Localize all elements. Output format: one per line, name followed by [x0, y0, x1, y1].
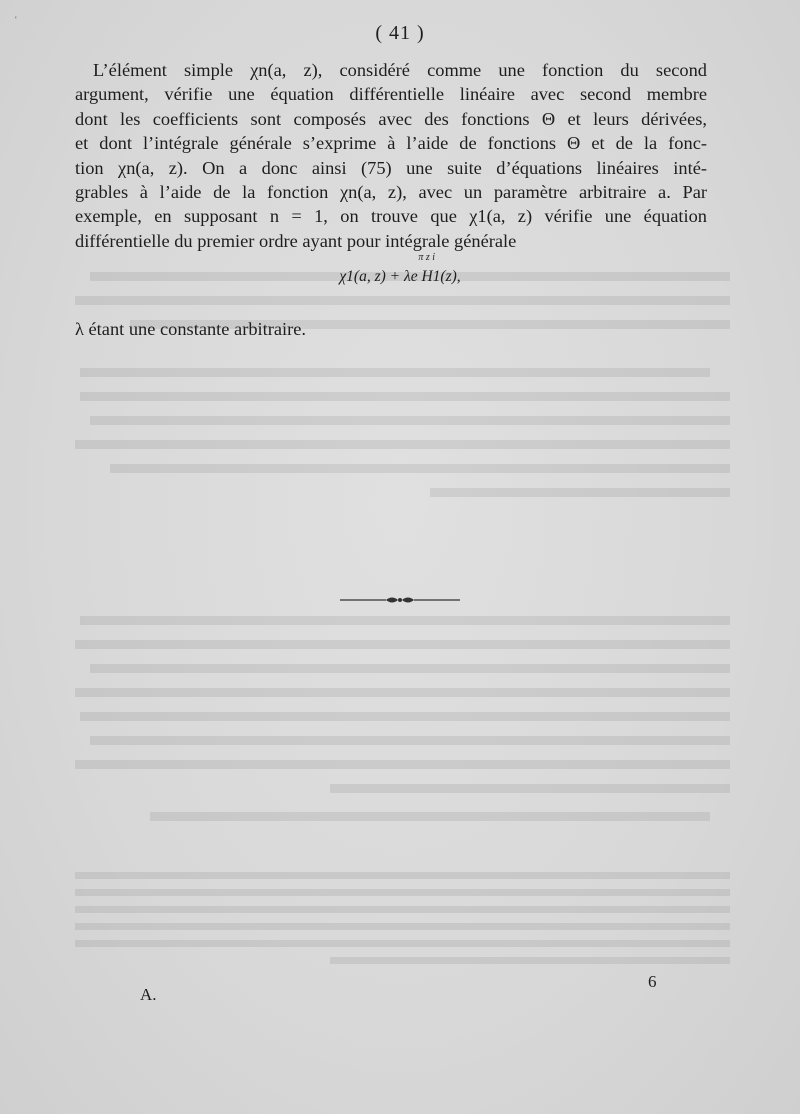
corner-mark: ʻ	[14, 14, 18, 26]
paragraph-line: argument, vérifie une équation différentielle linéaire avec second membre	[75, 84, 707, 105]
equation	[0, 252, 800, 286]
exponent-numerator: π z i	[418, 252, 436, 263]
closing-sentence: λ étant une constante arbitraire.	[75, 319, 307, 339]
page-number: ( 41 )	[375, 22, 425, 44]
exponential-base: e	[410, 268, 418, 285]
equation-right: H1(z),	[417, 268, 461, 285]
bleed-through-footnote-texture	[70, 868, 730, 972]
signature-mark: A.	[140, 985, 157, 1004]
paragraph-line: et dont l’intégrale générale s’exprime à l’aide de fonctions Θ et de la fonc-	[75, 133, 707, 154]
paragraph-line: différentielle du premier ordre ayant pour intégrale générale	[75, 230, 517, 251]
paragraph-line: L’élément simple χn(a, z), considéré comme une fonction du second	[93, 60, 707, 80]
exponent	[407, 252, 447, 263]
bleed-through-texture	[70, 268, 730, 525]
exponential-term	[410, 252, 436, 286]
paragraph-line: dont les coefficients sont composés avec des fonctions Θ et leurs dérivées,	[75, 108, 707, 129]
paragraph-line: grables à l’aide de la fonction χn(a, z), avec un paramètre arbitraire a. Par	[75, 182, 707, 203]
bleed-through-texture-lower	[70, 612, 730, 839]
signature-number: 6	[648, 972, 657, 991]
ornamental-divider	[340, 594, 460, 606]
paragraph-line: tion χn(a, z). On a donc ainsi (75) une suite d’équations linéaires inté-	[75, 157, 707, 178]
paragraph-line: exemple, en supposant n = 1, on trouve que χ1(a, z) vérifie une équation	[75, 206, 707, 227]
equation-left: χ1(a, z) + λ	[339, 268, 411, 285]
paragraph	[75, 58, 707, 253]
